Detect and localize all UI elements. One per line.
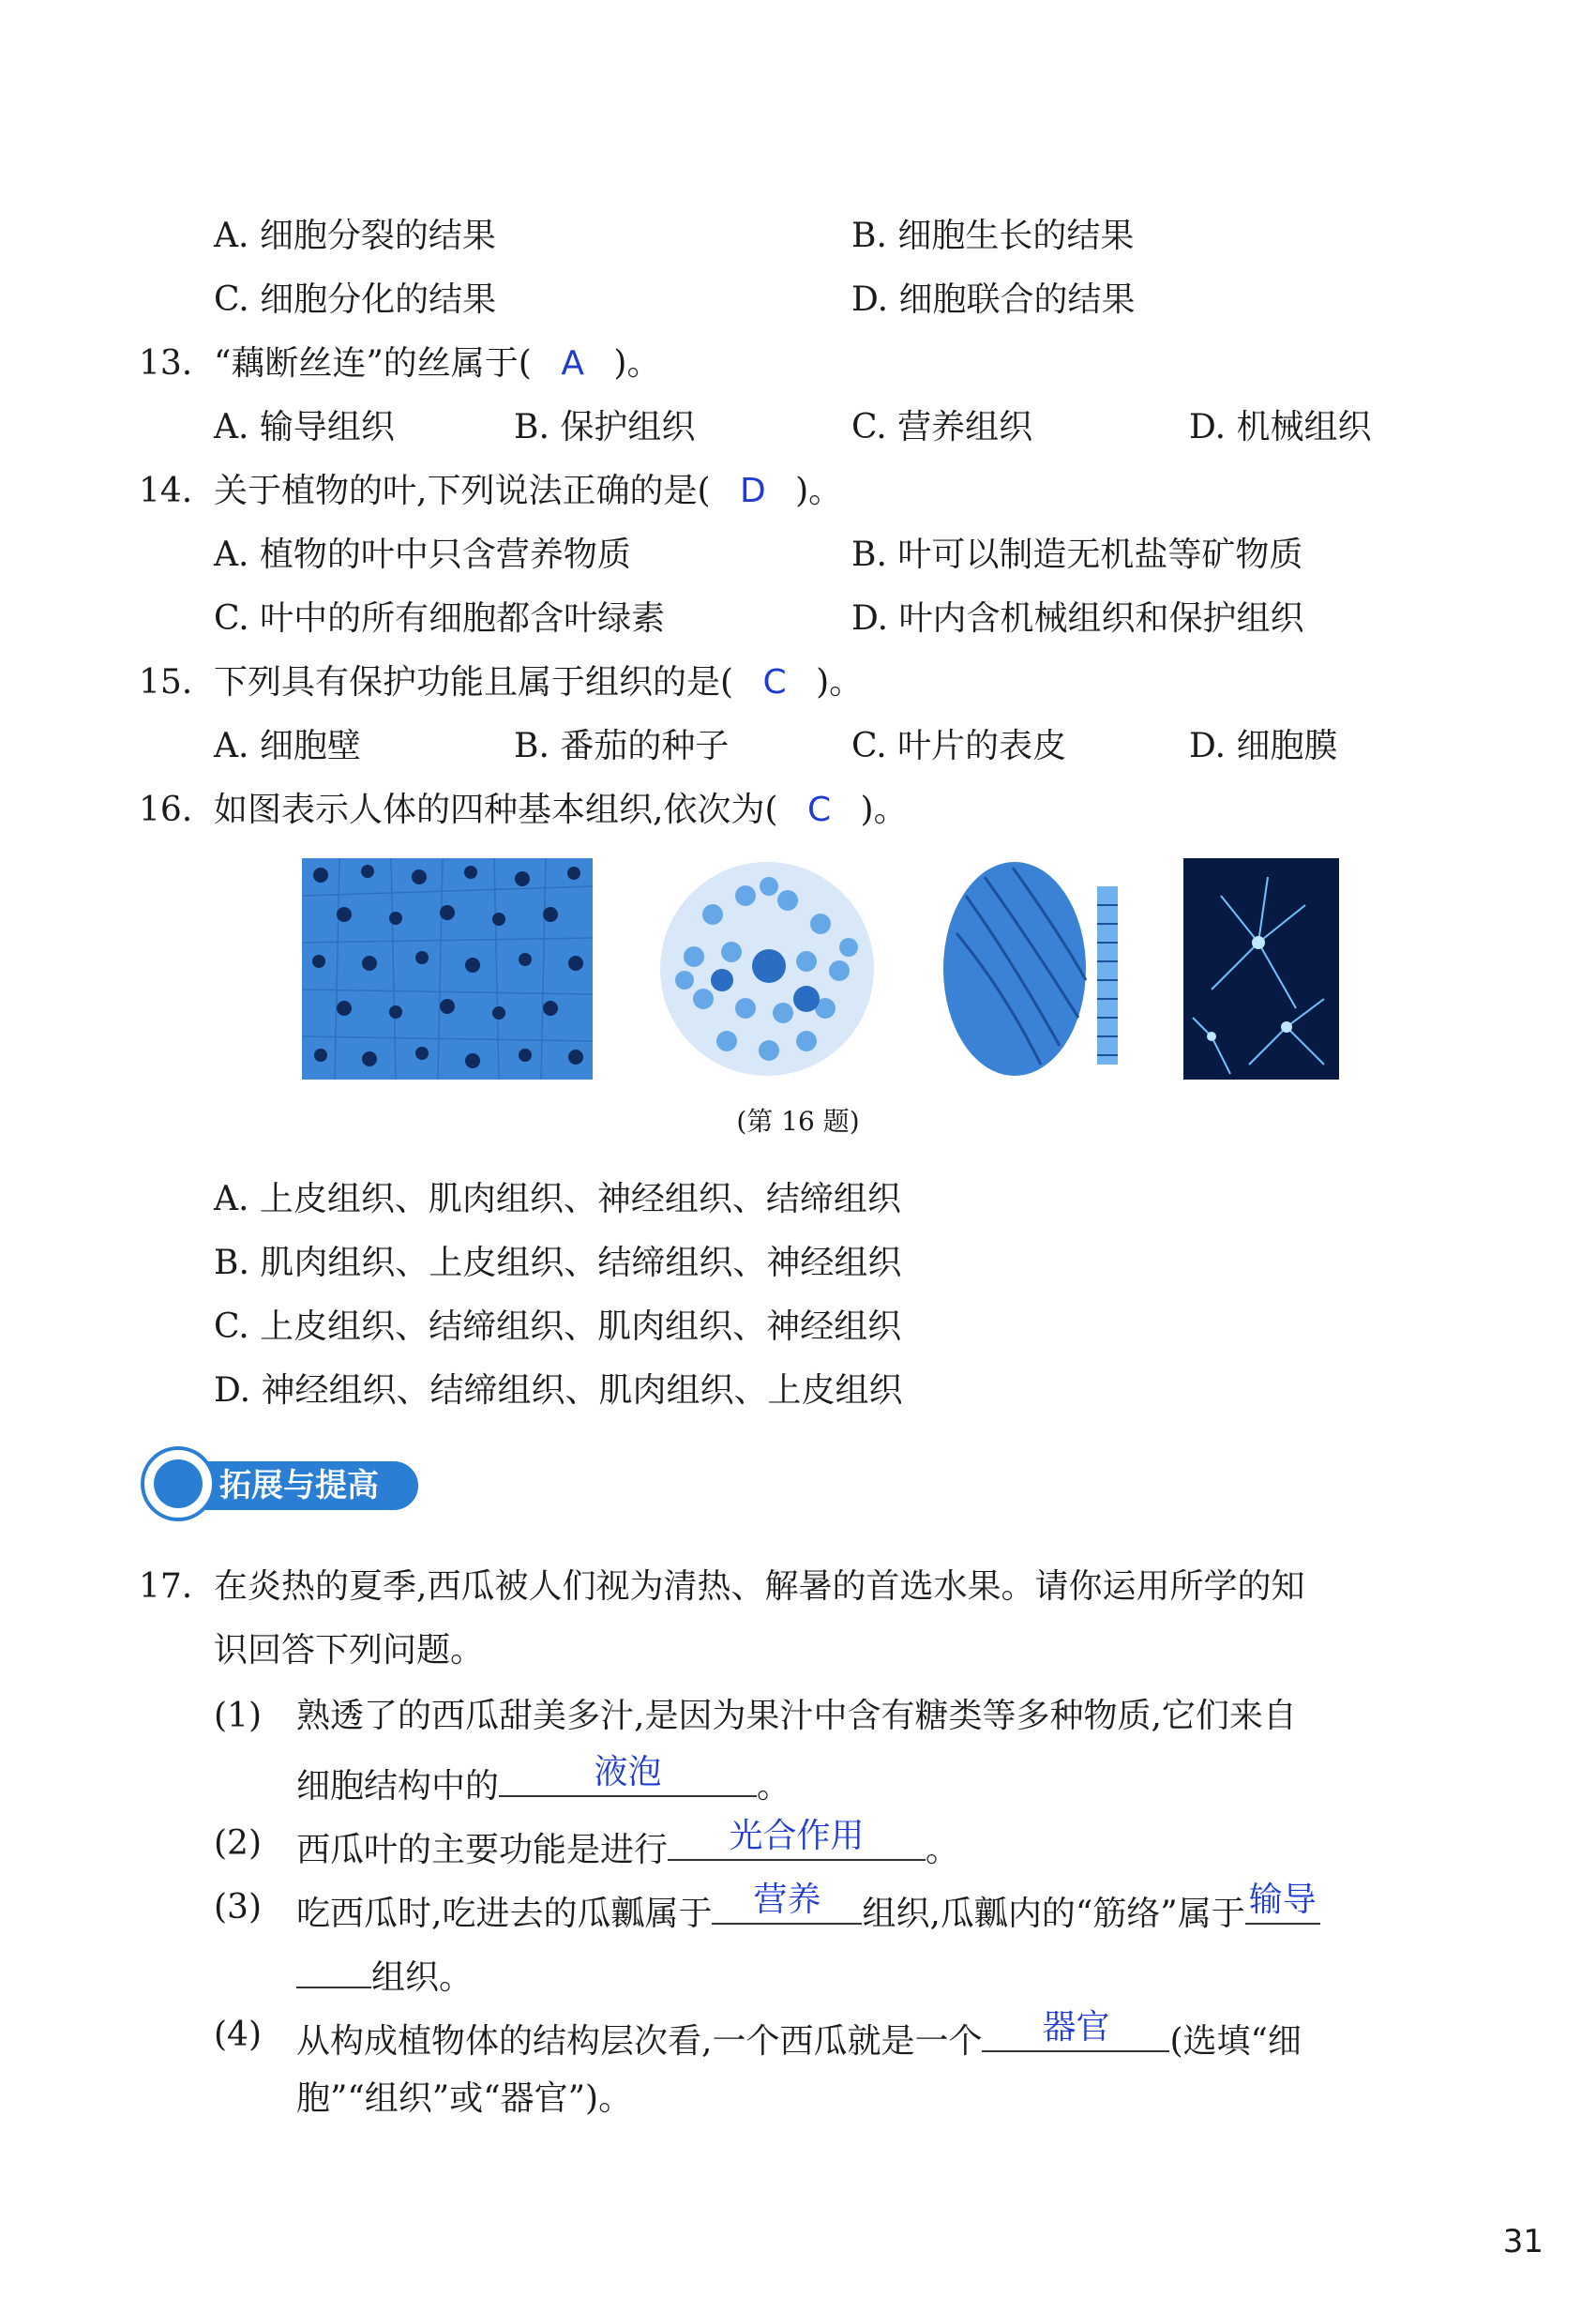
- q17-part1-blank: [499, 1753, 757, 1797]
- q16-figure-caption: (第 16 题): [736, 1106, 860, 1137]
- q15-stem-end: )。: [816, 663, 864, 702]
- muscle-tissue-image: [938, 858, 1135, 1080]
- nerve-tissue-image: [1183, 858, 1339, 1080]
- q17-part2-text: 西瓜叶的主要功能是进行: [296, 1831, 669, 1869]
- q17-part2-end: 。: [926, 1831, 960, 1869]
- q16-answer: C: [806, 791, 832, 829]
- q14-answer: D: [739, 472, 766, 510]
- q17-stem-line1: [139, 1564, 1498, 1609]
- connective-tissue-image: [656, 858, 878, 1080]
- q17-part1-line1: [214, 1694, 1527, 1739]
- q14-stem: [139, 469, 1498, 514]
- q16-option-d: D. 神经组织、结缔组织、肌肉组织、上皮组织: [214, 1371, 903, 1410]
- q15-stem-text: 下列具有保护功能且属于组织的是(: [214, 663, 734, 702]
- q15-option-d: D. 细胞膜: [1189, 727, 1338, 765]
- q17-part4-blank: [982, 2008, 1169, 2052]
- q12-option-a: A. 细胞分裂的结果: [214, 217, 496, 255]
- q13-option-c: C. 营养组织: [851, 408, 1033, 446]
- q17-part1-line2: [296, 1753, 1515, 1809]
- q15-option-b: B. 番茄的种子: [514, 727, 730, 765]
- q13-stem-text: “藕断丝连”的丝属于(: [214, 344, 532, 383]
- q12-option-d: D. 细胞联合的结果: [851, 280, 1136, 319]
- section-badge: [141, 1446, 422, 1523]
- q17-part2: [214, 1817, 1527, 1869]
- q14-option-b: B. 叶可以制造无机盐等矿物质: [851, 536, 1303, 574]
- q12-option-b: B. 细胞生长的结果: [851, 217, 1135, 255]
- q15-stem: [139, 660, 1498, 705]
- q17-part4-end: (选填“细: [1169, 2022, 1302, 2061]
- q17-part3-middle: 组织,瓜瓤内的“筋络”属于: [862, 1895, 1245, 1933]
- q15-option-a: A. 细胞壁: [214, 727, 361, 765]
- q17-part1-label: (1): [214, 1697, 262, 1735]
- q17-part3-answer2: 输导: [1248, 1881, 1317, 1919]
- q17-stem-text-1: 在炎热的夏季,西瓜被人们视为清热、解暑的首选水果。请你运用所学的知: [214, 1567, 1305, 1606]
- q17-part3-blank1: [712, 1881, 862, 1925]
- q16-stem: [139, 788, 1498, 833]
- q17-part1-text: 熟透了的西瓜甜美多汁,是因为果汁中含有糖类等多种物质,它们来自: [296, 1697, 1297, 1735]
- q17-part3-line1: [214, 1881, 1527, 1933]
- q12-option-c: C. 细胞分化的结果: [214, 280, 497, 319]
- q17-part4-label: (4): [214, 2016, 262, 2054]
- q16-option-b: B. 肌肉组织、上皮组织、结缔组织、神经组织: [214, 1244, 902, 1282]
- q17-part3-line2: [296, 1949, 473, 2001]
- q17-part4-line1: [214, 2008, 1527, 2061]
- section-icon: [141, 1446, 216, 1521]
- q16-stem-text: 如图表示人体的四种基本组织,依次为(: [214, 791, 778, 829]
- q17-part3-blank2: [1245, 1881, 1320, 1925]
- q17-part3-answer1: 营养: [753, 1881, 821, 1919]
- q17-part3-blank2-cont: [296, 1949, 371, 1988]
- q17-part4-line2: 胞”“组织”或“器官”)。: [296, 2079, 633, 2118]
- q17-part4-text: 从构成植物体的结构层次看,一个西瓜就是一个: [296, 2022, 983, 2061]
- q17-number: 17.: [139, 1567, 193, 1606]
- q17-stem-line2: 识回答下列问题。: [214, 1631, 485, 1670]
- q14-number: 14.: [139, 472, 193, 510]
- q13-answer: A: [561, 344, 584, 383]
- q17-part3-label: (3): [214, 1888, 262, 1927]
- q17-part1-end: 。: [757, 1767, 791, 1806]
- q13-option-d: D. 机械组织: [1189, 408, 1372, 446]
- q16-stem-end: )。: [860, 791, 908, 829]
- q16-option-c: C. 上皮组织、结缔组织、肌肉组织、神经组织: [214, 1307, 902, 1346]
- q13-number: 13.: [139, 344, 193, 383]
- q17-part3-text: 吃西瓜时,吃进去的瓜瓤属于: [296, 1895, 713, 1933]
- q14-stem-text: 关于植物的叶,下列说法正确的是(: [214, 472, 711, 510]
- q14-stem-end: )。: [795, 472, 843, 510]
- q14-option-c: C. 叶中的所有细胞都含叶绿素: [214, 599, 666, 638]
- epithelial-tissue-image: [302, 858, 593, 1080]
- q14-option-d: D. 叶内含机械组织和保护组织: [851, 599, 1304, 638]
- q15-number: 15.: [139, 663, 193, 702]
- q17-part2-blank: [668, 1817, 926, 1861]
- q15-option-c: C. 叶片的表皮: [851, 727, 1067, 765]
- q17-part4-answer: 器官: [1042, 2008, 1110, 2047]
- q15-answer: C: [762, 663, 787, 702]
- page-number: 31: [1502, 2223, 1543, 2260]
- q17-part1-answer: 液泡: [594, 1753, 662, 1791]
- q13-stem-end: )。: [613, 344, 661, 383]
- q14-option-a: A. 植物的叶中只含营养物质: [214, 536, 631, 574]
- q17-part2-answer: 光合作用: [729, 1817, 865, 1855]
- q13-stem: [139, 341, 1498, 386]
- q16-number: 16.: [139, 791, 193, 829]
- section-title: 拓展与提高: [219, 1467, 379, 1504]
- q16-option-a: A. 上皮组织、肌肉组织、神经组织、结缔组织: [214, 1180, 901, 1218]
- q13-option-a: A. 输导组织: [214, 408, 395, 446]
- q17-part2-label: (2): [214, 1824, 262, 1863]
- q17-part1-text-2: 细胞结构中的: [296, 1767, 500, 1806]
- q13-option-b: B. 保护组织: [514, 408, 696, 446]
- q17-part3-end: 组织。: [371, 1958, 474, 1997]
